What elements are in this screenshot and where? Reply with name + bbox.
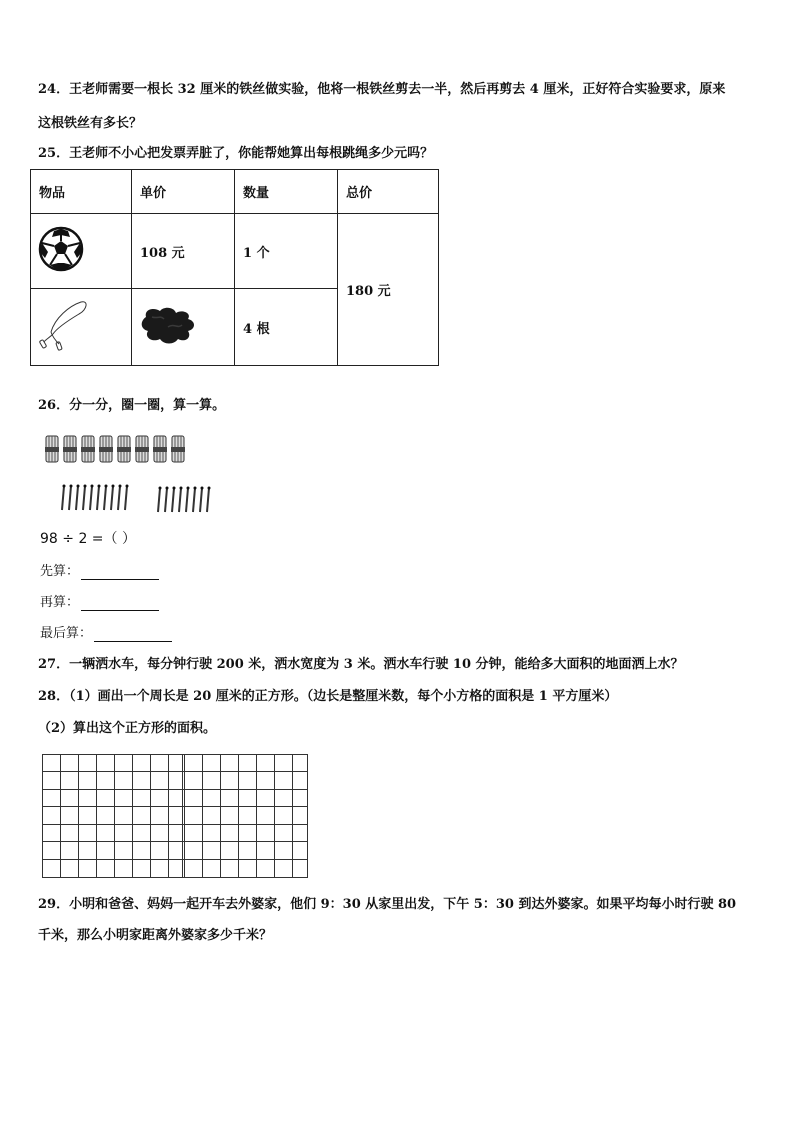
ink-stain-icon (138, 303, 202, 347)
q29-line-1: 29．小明和爸爸、妈妈一起开车去外婆家，他们 9：30 从家里出发，下午 5：30 到达外婆家。如果平均每小时行驶 80 (38, 897, 737, 912)
single-sticks-group-1 (58, 484, 134, 512)
header-quantity: 数量 (235, 170, 338, 214)
q29-line-2: 千米，那么小明家距离外婆家多少千米？ (38, 928, 273, 943)
q26-step3-blank[interactable] (94, 627, 172, 642)
q24-line-2: 这根铁丝有多长？ (38, 116, 143, 131)
header-unit-price: 单价 (132, 170, 235, 214)
q26-step1-label: 先算： (40, 564, 80, 579)
cell-jump-rope (31, 289, 132, 366)
cell-soccer-ball (31, 214, 132, 289)
header-item: 物品 (31, 170, 132, 214)
q24-line-1: 24．王老师需要一根长 32 厘米的铁丝做实验，他将一根铁丝剪去一半，然后再剪去 4 厘米，正好符合实验要求，原来 (38, 82, 726, 97)
q26-step1 (40, 564, 159, 580)
unit-price-ball: 108 元 (132, 214, 235, 289)
q26-step2 (40, 595, 159, 611)
q26-question: 26．分一分，圈一圈，算一算。 (38, 398, 226, 413)
q26-step2-label: 再算： (40, 595, 80, 610)
q28-part2: （2）算出这个正方形的面积。 (38, 721, 217, 736)
total-price: 180 元 (338, 214, 439, 366)
jump-rope-icon (35, 298, 95, 352)
square-grid[interactable] (42, 754, 308, 882)
single-stick-icon (62, 485, 66, 511)
stick-bundles-figure (44, 432, 204, 468)
q26-step2-blank[interactable] (81, 596, 159, 611)
q27-text: 27．一辆洒水车，每分钟行驶 200 米，洒水宽度为 3 米。洒水车行驶 10 分钟，能给多大面积的地面洒上水？ (38, 657, 684, 672)
soccer-ball-icon (37, 225, 85, 273)
stick-bundle-icon (45, 436, 59, 462)
q28-part1: 28．（1）画出一个周长是 20 厘米的正方形。（边长是整厘米数，每个小方格的面积是 1 平方厘米） (38, 689, 618, 704)
invoice-table (30, 169, 439, 366)
unit-price-rope-stained (132, 289, 235, 366)
q26-step1-blank[interactable] (81, 565, 159, 580)
q26-step3 (40, 626, 172, 642)
quantity-rope: 4 根 (235, 289, 338, 366)
header-total: 总价 (338, 170, 439, 214)
quantity-ball: 1 个 (235, 214, 338, 289)
grid-lines (42, 754, 308, 878)
q26-equation: 98 ÷ 2 =（ ） (40, 531, 136, 547)
q26-step3-label: 最后算： (40, 626, 93, 641)
single-sticks-group-2 (154, 486, 220, 514)
q25-question: 25．王老师不小心把发票弄脏了，你能帮她算出每根跳绳多少元吗？ (38, 146, 434, 161)
